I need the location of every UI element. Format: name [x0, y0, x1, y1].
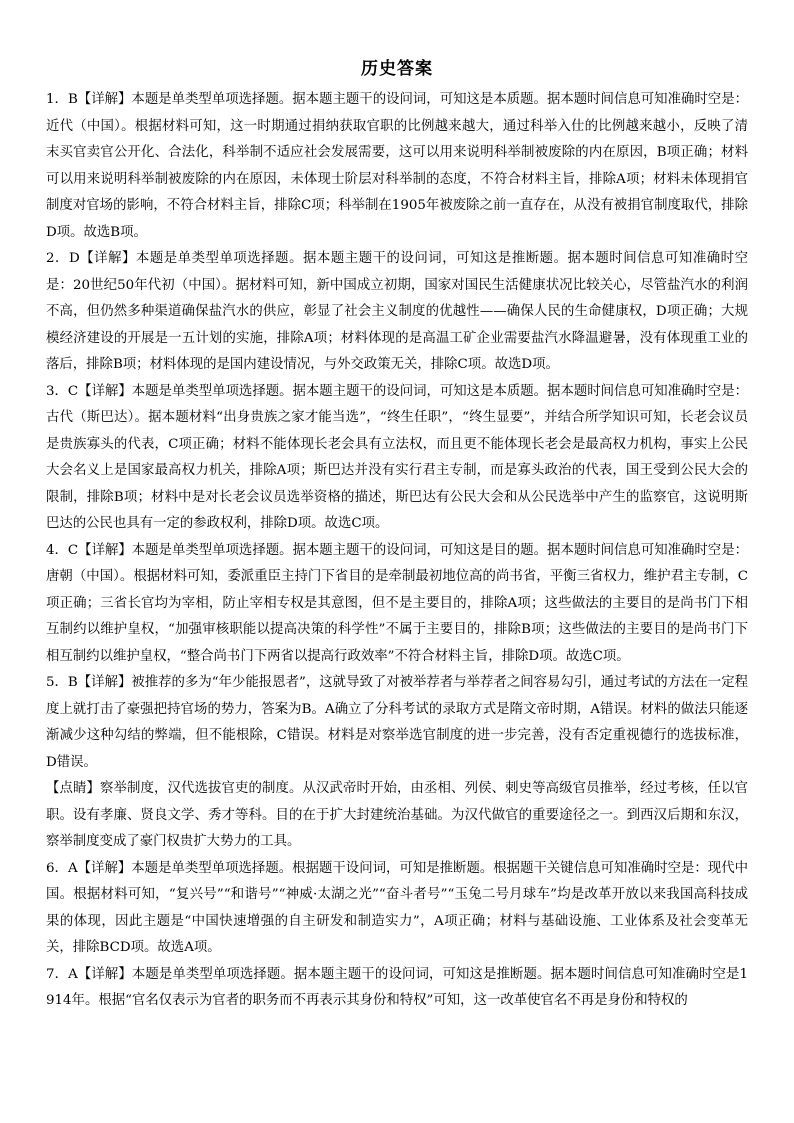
- answer-item-4: 4．C【详解】本题是单类型单项选择题。据本题主题干的设问词，可知这是目的题。据本题时间信息可知准确时空是：唐朝（中国）。根据材料可知，委派重臣主持门下省目的是牵制最初地位高的尚书省，平衡三省权力，维护君主专制，C项正确；三省长官均为宰相，防止宰相专权是其意图，但不是主要目的，排除A项；这些做法的主要目的是尚书门下相互制约以维护皇权，“加强审核职能以提高决策的科学性”不属于主要目的，排除B项；这些做法的主要目的是尚书门下相互制约以维护皇权，“整合尚书门下两省以提高行政效率”不符合材料主旨，排除D项。故选C项。: [46, 542, 748, 664]
- answer-item-3: 3．C【详解】本题是单类型单项选择题。据本题主题干的设问词，可知这是本质题。据本题时间信息可知准确时空是：古代（斯巴达）。据本题材料“出身贵族之家才能当选”，“终生任职”，“终生显要”，并结合所学知识可知，长老会议员是贵族寡头的代表，C项正确；材料不能体现长老会具有立法权，而且更不能体现长老会是最高权力机构，事实上公民大会名义上是国家最高权力机关，排除A项；斯巴达并没有实行君主专制，而是寡头政治的代表，国王受到公民大会的限制，排除B项；材料中是对长老会议员选举资格的描述，斯巴达有公民大会和从公民选举中产生的监察官，这说明斯巴达的公民也具有一定的参政权利，排除D项。故选C项。: [46, 383, 748, 531]
- answer-item-7: 7．A【详解】本题是单类型单项选择题。据本题主题干的设问词，可知这是推断题。据本题时间信息可知准确时空是1914年。根据“官名仅表示为官者的职务而不再表示其身份和特权”可知，这一改革使官名不再是身份和特权的: [46, 966, 748, 1008]
- answer-item-5: 5．B【详解】被推荐的多为“年少能报恩者”，这就导致了对被举荐者与举荐者之间容易勾引，通过考试的方法在一定程度上就打击了豪强把持官场的势力，答案为B。A确立了分科考试的录取方式是隋文帝时期，A错误。材料的做法只能逐渐减少这种勾结的弊端，但不能根除，C错误。材料是对察举选官制度的进一步完善，没有否定重视德行的选拔标准，D错误。: [46, 675, 748, 770]
- answer-content: [46, 87, 748, 1015]
- page-title: 历史答案: [361, 59, 433, 79]
- answer-note-5: 【点睛】察举制度，汉代选拔官吏的制度。从汉武帝时开始，由丞相、列侯、刺史等高级官员推举，经过考核，任以官职。设有孝廉、贤良文学、秀才等科。目的在于扩大封建统治基础。为汉代做官的重要途径之一。到西汉后期和东汉，察举制度变成了豪门权贵扩大势力的工具。: [46, 781, 748, 849]
- answer-item-6: 6．A【详解】本题是单类型单项选择题。根据题干设问词，可知是推断题。根据题干关键信息可知准确时空是：现代中国。根据材料可知，“复兴号”“和谐号”“神威·太湖之光”“奋斗者号”“玉兔二号月球车”均是改革开放以来我国高科技成果的体现，因此主题是“中国快速增强的自主研发和制造实力”，A项正确；材料与基础设施、工业体系及社会变革无关，排除BCD项。故选A项。: [46, 860, 748, 955]
- answer-item-1: 1．B【详解】本题是单类型单项选择题。据本题主题干的设问词，可知这是本质题。据本题时间信息可知准确时空是：近代（中国）。根据材料可知，这一时期通过捐纳获取官职的比例越来越大，通过科举入仕的比例越来越小，反映了清末买官卖官公开化、合法化，科举制不适应社会发展需要，这可以用来说明科举制被废除的内在原因，B项正确；材料可以用来说明科举制被废除的内在原因，未体现士阶层对科举制的态度，不符合材料主旨，排除A项；材料未体现捐官制度对官场的影响，不符合材料主旨，排除C项；科举制在1905年被废除之前一直存在，从没有被捐官制度取代，排除D项。故选B项。: [46, 92, 748, 240]
- answer-item-2: 2．D【详解】本题是单类型单项选择题。据本题主题干的设问词，可知这是推断题。据本题时间信息可知准确时空是：20世纪50年代初（中国）。据材料可知，新中国成立初期，国家对国民生活健康状况比较关心，尽管盐汽水的利润不高，但仍然多种渠道确保盐汽水的供应，彰显了社会主义制度的优越性——确保人民的生命健康权，D项正确；大规模经济建设的开展是一五计划的实施，排除A项；材料体现的是高温工矿企业需要盐汽水降温避暑，没有体现重工业的落后，排除B项；材料体现的是国内建设情况，与外交政策无关，排除C项。故选D项。: [46, 251, 748, 372]
